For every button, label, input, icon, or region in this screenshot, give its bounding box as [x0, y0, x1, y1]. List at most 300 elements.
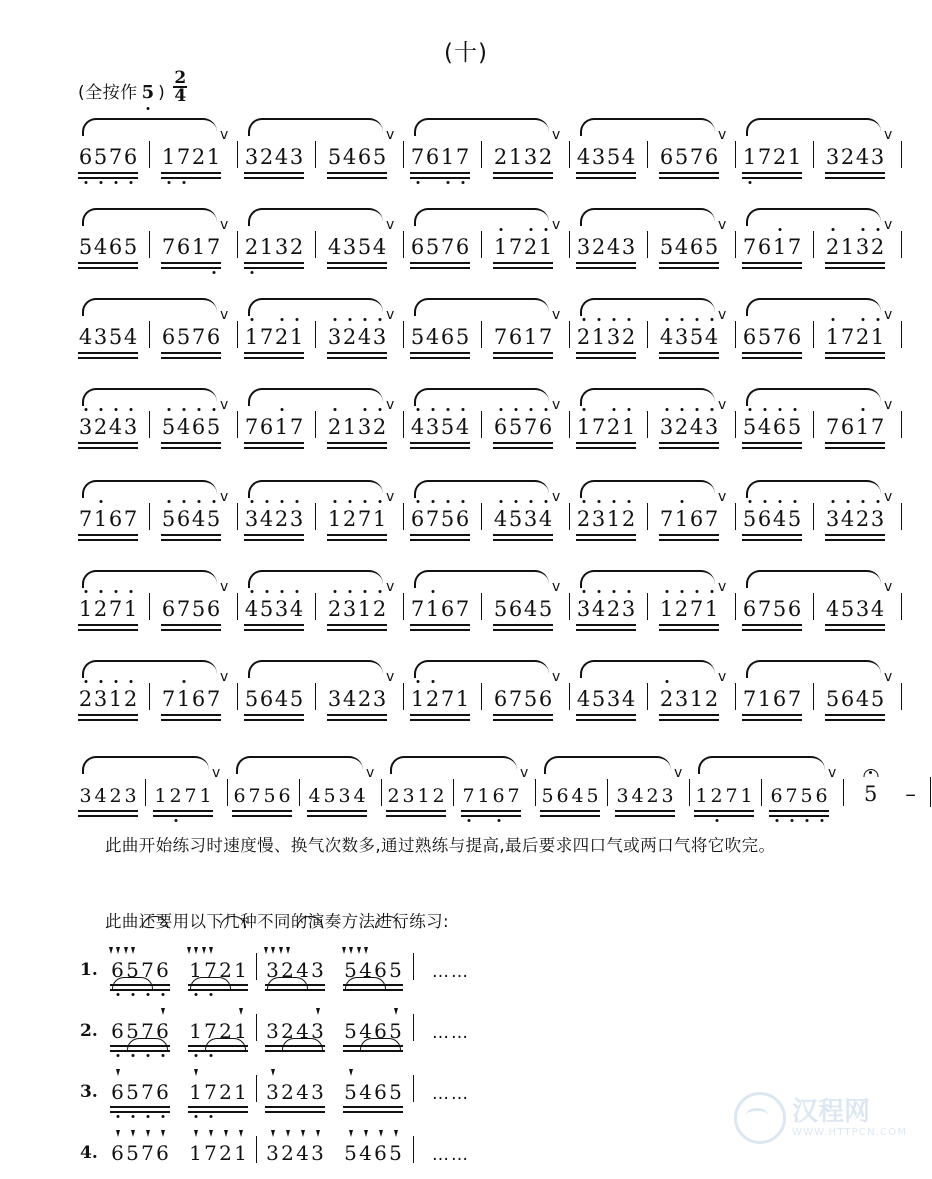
- barline: [569, 683, 570, 710]
- beamed-note-group: [615, 732, 675, 822]
- barline: [647, 141, 648, 168]
- note: 7: [493, 325, 508, 349]
- octave-dot-high-icon: [99, 680, 102, 683]
- note: 2: [772, 145, 787, 169]
- breath-mark-icon: [221, 562, 231, 636]
- octave-dot-high-icon: [129, 408, 132, 411]
- beamed-note-group: [825, 636, 885, 726]
- phrase: [78, 472, 221, 546]
- note: 3: [327, 687, 342, 711]
- staccato-mark-icon: [316, 1008, 320, 1015]
- breath-mark-icon: [387, 290, 397, 364]
- octave-dot-low-icon: [467, 819, 470, 822]
- music-system-final: [78, 748, 916, 822]
- watermark-logo-icon: [734, 1092, 786, 1144]
- breath-mark-icon: [553, 652, 563, 726]
- beam-line-secondary: [493, 629, 553, 631]
- phrase: [78, 748, 213, 822]
- beamed-note-group: [825, 94, 885, 184]
- beam-line-secondary: [576, 357, 636, 359]
- note-digits: [825, 509, 885, 530]
- note-digits: [659, 327, 719, 348]
- beam-line-secondary: [576, 629, 636, 631]
- note: 6: [176, 509, 191, 530]
- beam-line-primary: [825, 352, 885, 354]
- note: 5: [372, 145, 387, 169]
- barline: [689, 779, 690, 806]
- measure: [244, 380, 304, 454]
- note: 5: [541, 785, 554, 807]
- measure: [161, 200, 221, 274]
- octave-dot-high-icon: [793, 408, 796, 411]
- octave-dot-high-icon: [748, 408, 751, 411]
- staccato-mark-icon: [271, 1069, 275, 1076]
- measure: [659, 472, 719, 546]
- measure: [659, 200, 719, 274]
- beam-line-secondary: [327, 719, 387, 721]
- staccato-mark-icon: [194, 1069, 198, 1076]
- beam-line-secondary: [825, 357, 885, 359]
- note: 2: [855, 509, 870, 530]
- measure: [825, 562, 885, 636]
- beamed-note-group: [576, 274, 636, 364]
- beam-line-primary: [493, 442, 553, 444]
- note-digits: [161, 689, 221, 710]
- slur-mark: [360, 1038, 401, 1050]
- barline: [647, 683, 648, 710]
- note: 3: [266, 1019, 279, 1043]
- beamed-note-group: [161, 184, 221, 274]
- note: 1: [576, 417, 591, 438]
- variation-example-number: 4.: [80, 1143, 98, 1163]
- note: 4: [359, 1019, 372, 1043]
- octave-dot-high-icon: [582, 318, 585, 321]
- barline: [149, 503, 150, 530]
- note: 4: [689, 417, 704, 438]
- breath-mark-icon: [221, 290, 231, 364]
- note: 7: [108, 599, 123, 620]
- barline: [149, 141, 150, 168]
- octave-dot-high-icon: [544, 408, 547, 411]
- octave-dot-high-icon: [582, 500, 585, 503]
- phrase: [410, 472, 553, 546]
- staccato-mark-icon: [131, 947, 135, 954]
- beam-line-primary: [78, 534, 138, 536]
- phrase: [244, 200, 387, 274]
- note: 6: [491, 787, 506, 806]
- beam-line-primary: [493, 534, 553, 536]
- barline: [315, 231, 316, 258]
- beam-line-secondary: [244, 447, 304, 449]
- beam-line-secondary: [161, 267, 221, 269]
- beamed-note-group: [659, 94, 719, 184]
- note: 4: [93, 235, 108, 259]
- note: 6: [538, 417, 553, 438]
- note: 1: [455, 687, 470, 711]
- barline: [149, 683, 150, 710]
- note: 4: [94, 785, 107, 807]
- measure: [493, 110, 553, 184]
- beamed-note-group: [410, 546, 470, 636]
- note: 1: [440, 147, 455, 168]
- note: 1: [289, 327, 304, 348]
- note: 1: [234, 958, 247, 982]
- beam-line-secondary: [327, 177, 387, 179]
- note: 6: [508, 325, 523, 349]
- measure: [769, 748, 829, 822]
- octave-dot-high-icon: [129, 680, 132, 683]
- measure: [742, 290, 802, 364]
- note: 5: [244, 687, 259, 711]
- beam-line-secondary: [493, 539, 553, 541]
- note: 2: [674, 417, 689, 438]
- barline: [813, 593, 814, 620]
- barline: [569, 141, 570, 168]
- measure: [244, 110, 304, 184]
- note: 3: [704, 417, 719, 438]
- beam-line-secondary: [493, 177, 553, 179]
- note: 4: [359, 1080, 372, 1104]
- measure: [410, 290, 470, 364]
- note: 6: [772, 687, 787, 711]
- slur-mark: [345, 977, 386, 989]
- note: 2: [674, 599, 689, 620]
- barline: [403, 593, 404, 620]
- measure: [615, 748, 675, 822]
- note: 5: [343, 960, 358, 980]
- note: 3: [338, 785, 351, 807]
- slur-mark: [205, 1038, 246, 1050]
- note: 4: [493, 509, 508, 530]
- beam-line-primary: [327, 262, 387, 264]
- note: 4: [523, 597, 538, 621]
- phrase: [742, 472, 885, 546]
- note: 7: [259, 325, 274, 349]
- beamed-note-group: [327, 456, 387, 546]
- note-digits: [327, 689, 387, 710]
- note-digits: [410, 327, 470, 348]
- note: 4: [296, 1080, 309, 1104]
- beam-line-primary: [161, 172, 221, 174]
- note: 5: [388, 1143, 403, 1163]
- octave-dot-high-icon: [363, 590, 366, 593]
- phrase: [78, 652, 221, 726]
- time-signature-numerator: 2: [174, 68, 187, 88]
- beamed-note-group: [410, 636, 470, 726]
- beam-line-primary: [659, 352, 719, 354]
- beam-line-secondary: [825, 629, 885, 631]
- octave-dot-high-icon: [114, 680, 117, 683]
- note: 3: [244, 509, 259, 530]
- final-note: [864, 782, 877, 822]
- octave-dot-high-icon: [763, 500, 766, 503]
- measure: [78, 472, 138, 546]
- beam-line-secondary: [410, 539, 470, 541]
- octave-dot-high-icon: [167, 500, 170, 503]
- note: 1: [493, 237, 508, 258]
- note-digits: [265, 1143, 325, 1163]
- note: 5: [659, 235, 674, 259]
- octave-dot-high-icon: [876, 318, 879, 321]
- beamed-note-group: [694, 732, 754, 822]
- phrase: [576, 200, 719, 274]
- note: 4: [274, 145, 289, 169]
- note: 5: [344, 1019, 357, 1043]
- measure: [659, 562, 719, 636]
- beam-line-secondary: [307, 815, 367, 817]
- barline: [403, 411, 404, 438]
- note: 7: [523, 417, 538, 438]
- phrase: [410, 110, 553, 184]
- measure: [161, 562, 221, 636]
- music-system-row: [0, 472, 932, 546]
- note: 3: [855, 237, 870, 258]
- beam-line-primary: [493, 624, 553, 626]
- staccato-mark-icon: [394, 1008, 398, 1015]
- beam-line-secondary: [161, 719, 221, 721]
- breath-mark-icon: [719, 652, 729, 726]
- barline: [237, 321, 238, 348]
- note: 2: [704, 687, 719, 711]
- beam-line-primary: [161, 534, 221, 536]
- octave-dot-high-icon: [665, 680, 668, 683]
- note-digits: [244, 599, 304, 620]
- note: 3: [93, 325, 108, 349]
- barline: [647, 411, 648, 438]
- beam-line-secondary: [493, 719, 553, 721]
- measure: [161, 290, 221, 364]
- note: 5: [410, 325, 425, 349]
- octave-dot-low-icon: [174, 819, 177, 822]
- note-digits: [327, 237, 387, 258]
- octave-dot-high-icon: [612, 590, 615, 593]
- beam-line-primary: [78, 714, 138, 716]
- note: 4: [123, 325, 138, 349]
- breath-mark-icon: [719, 200, 729, 274]
- note: 4: [571, 785, 584, 807]
- octave-dot-high-icon: [333, 318, 336, 321]
- beam-line-primary: [825, 624, 885, 626]
- note: 5: [606, 145, 621, 169]
- note: 1: [357, 599, 372, 620]
- phrase: [742, 562, 885, 636]
- measure: [386, 748, 446, 822]
- note-digits: [244, 327, 304, 348]
- note: 7: [140, 1082, 155, 1102]
- note: 3: [576, 599, 591, 620]
- measure: [78, 748, 138, 822]
- beam-line-secondary: [78, 815, 138, 817]
- octave-dot-high-icon: [99, 500, 102, 503]
- note-digits: [78, 147, 138, 168]
- beamed-note-group: [244, 94, 304, 184]
- note: 5: [125, 960, 140, 980]
- note: 2: [387, 785, 400, 807]
- beam-line-primary: [461, 810, 521, 812]
- breath-mark-icon: [553, 290, 563, 364]
- beam-line-primary: [659, 172, 719, 174]
- staccato-mark-icon: [286, 1130, 290, 1137]
- beam-line-secondary: [493, 267, 553, 269]
- note: 3: [402, 785, 415, 807]
- continuation-ellipsis: ……: [432, 1145, 470, 1165]
- slur-mark: [190, 977, 231, 989]
- barline: [813, 411, 814, 438]
- barline: [237, 593, 238, 620]
- beam-line-primary: [576, 352, 636, 354]
- measure: [493, 472, 553, 546]
- barline: [813, 231, 814, 258]
- octave-dot-high-icon: [182, 680, 185, 683]
- octave-dot-high-icon: [295, 500, 298, 503]
- note-digits: [161, 599, 221, 620]
- continuation-ellipsis: ……: [432, 962, 470, 982]
- phrase: [576, 110, 719, 184]
- staccato-mark-icon: [116, 1069, 120, 1076]
- performance-note-paragraph-1: [72, 832, 872, 861]
- note-digits: [110, 1143, 170, 1163]
- phrase: [742, 110, 885, 184]
- variation-example-number: 1.: [80, 960, 98, 980]
- breath-mark-icon: [553, 110, 563, 184]
- phrase: [410, 290, 553, 364]
- note-digits: [327, 599, 387, 620]
- octave-dot-high-icon: [514, 408, 517, 411]
- beam-line-secondary: [659, 447, 719, 449]
- octave-dot-high-icon: [84, 408, 87, 411]
- staccato-mark-icon: [271, 1130, 275, 1137]
- variation-example: [80, 1119, 470, 1179]
- note: 5: [389, 1080, 402, 1104]
- note: 1: [621, 417, 636, 438]
- barline: [761, 779, 762, 806]
- phrase: [244, 472, 387, 546]
- note-digits: [742, 689, 802, 710]
- note: 7: [248, 785, 261, 807]
- watermark-brand: 汉程网: [792, 1097, 871, 1128]
- beam-line-secondary: [576, 447, 636, 449]
- variation-example-number: 2.: [80, 1021, 98, 1041]
- barline: [237, 141, 238, 168]
- note: 5: [425, 235, 440, 259]
- beam-line-secondary: [232, 815, 292, 817]
- note: 5: [125, 1021, 140, 1041]
- note: 5: [125, 1082, 140, 1102]
- note: 6: [787, 597, 802, 621]
- measure: [410, 380, 470, 454]
- breath-mark-icon: [387, 652, 397, 726]
- octave-dot-high-icon: [99, 408, 102, 411]
- beam-line-primary: [742, 172, 802, 174]
- beam-line-primary: [410, 442, 470, 444]
- note: 3: [357, 417, 372, 438]
- music-system: [78, 562, 885, 636]
- note: 6: [278, 785, 291, 807]
- beam-line-secondary: [327, 357, 387, 359]
- note: 1: [757, 687, 772, 711]
- note: 6: [704, 145, 719, 169]
- note: 2: [244, 237, 259, 258]
- measure: [659, 110, 719, 184]
- note: 7: [206, 687, 221, 711]
- note: 7: [689, 599, 704, 620]
- phrase: [576, 290, 719, 364]
- measure: [327, 380, 387, 454]
- beam-line-primary: [78, 624, 138, 626]
- note: 2: [281, 1019, 294, 1043]
- beamed-note-group: [327, 94, 387, 184]
- octave-dot-high-icon: [544, 500, 547, 503]
- note: 6: [840, 687, 855, 711]
- measure: [493, 562, 553, 636]
- measure: [659, 290, 719, 364]
- note: 5: [289, 687, 304, 711]
- note: 6: [814, 787, 829, 806]
- beam-line-secondary: [327, 447, 387, 449]
- octave-dot-high-icon: [295, 318, 298, 321]
- note: 6: [787, 325, 802, 349]
- barline: [481, 593, 482, 620]
- octave-dot-high-icon: [627, 318, 630, 321]
- measure: [742, 200, 802, 274]
- measure: [244, 562, 304, 636]
- octave-dot-high-icon: [461, 408, 464, 411]
- beam-line-secondary: [153, 815, 213, 817]
- beam-line-primary: [769, 810, 829, 812]
- note: 3: [616, 785, 629, 807]
- note-digits: [493, 509, 553, 530]
- octave-dot-high-icon: [250, 318, 253, 321]
- slur-mark: [375, 916, 401, 928]
- note: 2: [432, 785, 445, 807]
- beam-line-secondary: [161, 177, 221, 179]
- measure: [825, 472, 885, 546]
- octave-dot-high-icon: [861, 408, 864, 411]
- barline: [813, 141, 814, 168]
- octave-dot-high-icon: [695, 590, 698, 593]
- octave-dot-high-icon: [665, 408, 668, 411]
- staccato-mark-icon: [239, 1130, 243, 1137]
- note: 6: [206, 597, 221, 621]
- measure: [576, 200, 636, 274]
- breath-mark-icon: [387, 200, 397, 274]
- beam-line-primary: [244, 624, 304, 626]
- beam-line-primary: [410, 624, 470, 626]
- note: 5: [591, 687, 606, 711]
- note: 5: [440, 417, 455, 438]
- beamed-note-group: [78, 546, 138, 636]
- note: 7: [176, 147, 191, 168]
- breath-mark-icon: [553, 200, 563, 274]
- beam-line-primary: [576, 172, 636, 174]
- note: 5: [455, 325, 470, 349]
- barline: [569, 503, 570, 530]
- octave-dot-high-icon: [544, 228, 547, 231]
- barline: [607, 779, 608, 806]
- breath-mark-icon: [221, 200, 231, 274]
- note-digits: [343, 1143, 403, 1163]
- staccato-mark-icon: [161, 1130, 165, 1137]
- measure: [244, 200, 304, 274]
- beamed-note-group: [327, 364, 387, 454]
- octave-dot-high-icon: [378, 590, 381, 593]
- note: 1: [772, 237, 787, 258]
- octave-dot-high-icon: [831, 318, 834, 321]
- note: 4: [621, 145, 636, 169]
- note-digits: [659, 599, 719, 620]
- beamed-note-group: [410, 184, 470, 274]
- measure: [327, 472, 387, 546]
